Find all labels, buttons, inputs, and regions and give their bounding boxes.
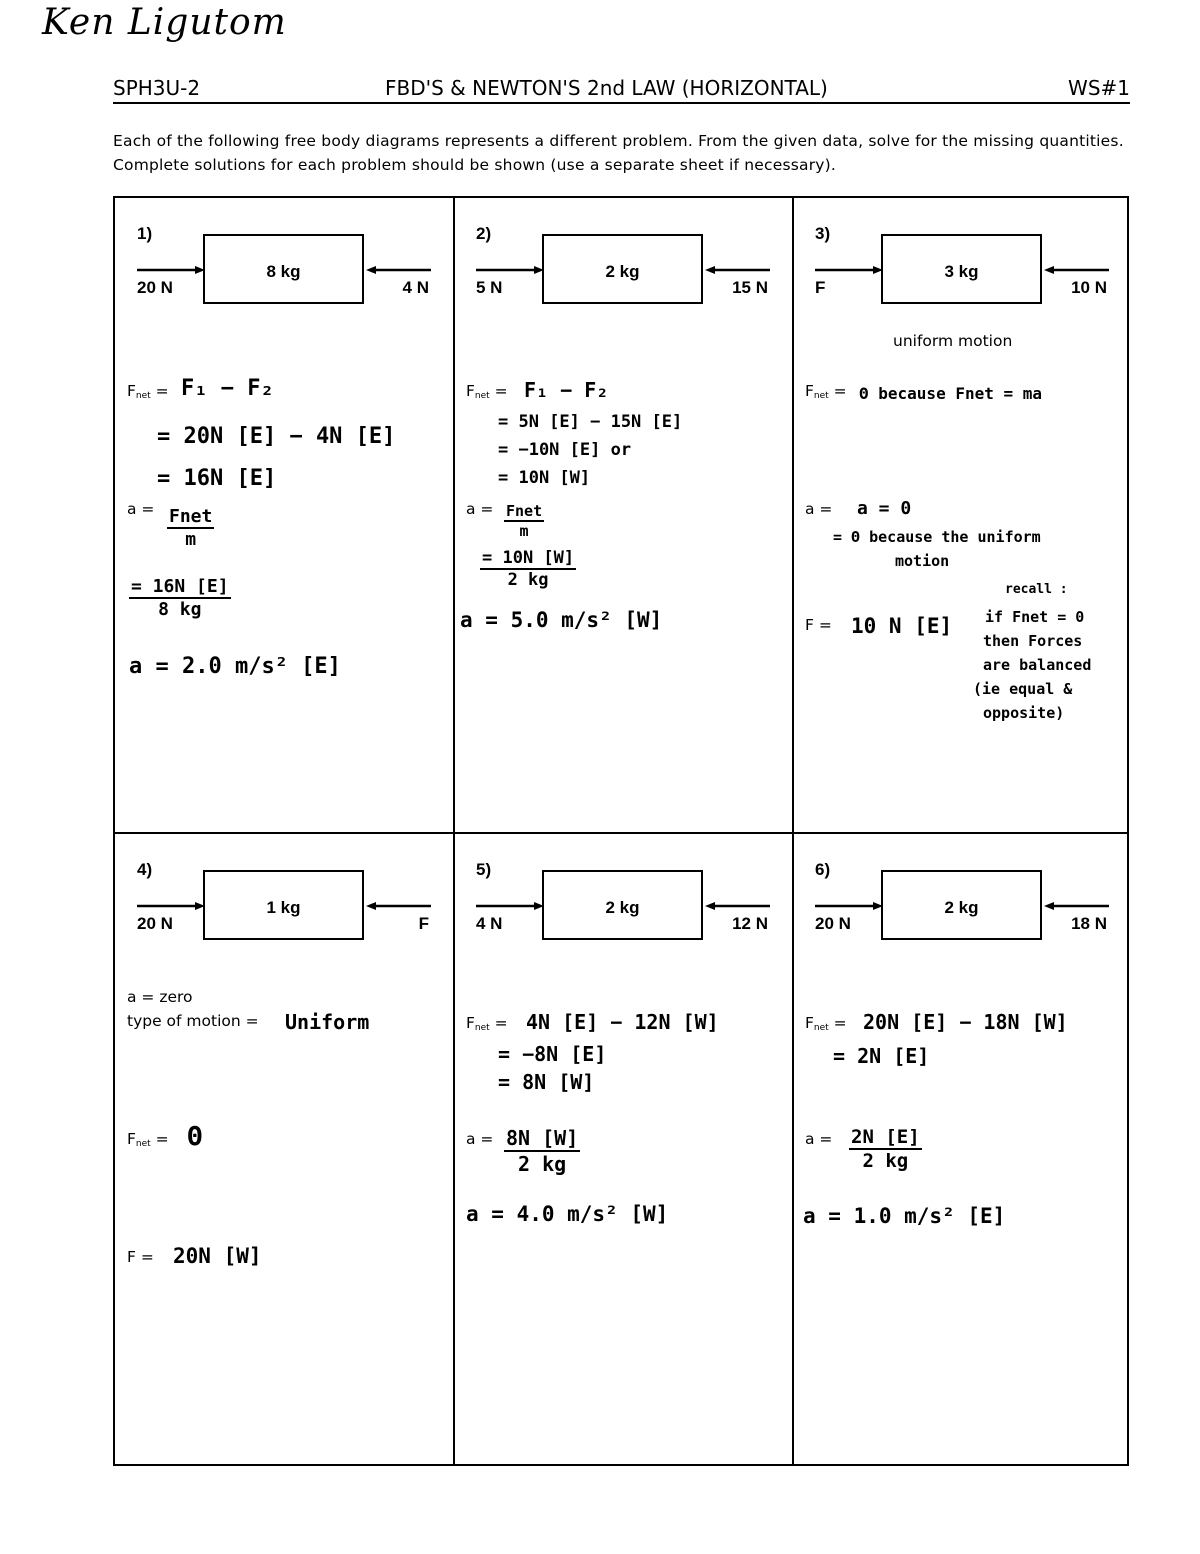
problem-number: 6) <box>815 860 831 879</box>
left-force-label: 5 N <box>476 278 503 297</box>
fnet-label: $F_{net}$ = <box>127 382 169 401</box>
handwritten-work: a = 0 <box>857 498 912 519</box>
handwritten-fraction: $\frac{= 10N [W]}{2 kg}$ <box>482 548 575 590</box>
fnet-label: $F_{net}$ = <box>805 382 847 401</box>
handwritten-fraction: Fnet m <box>506 502 543 540</box>
problem-grid <box>113 196 1129 1466</box>
problem-number: 1) <box>137 224 153 243</box>
handwritten-work: = 2N [E] <box>833 1044 930 1068</box>
problem-1 <box>115 198 453 832</box>
handwritten-answer: 20N [W] <box>173 1244 262 1268</box>
problem-number: 5) <box>476 860 492 879</box>
right-force-label: 15 N <box>732 278 768 297</box>
mass-label: 2 kg <box>944 898 979 917</box>
worksheet-header <box>113 76 1130 104</box>
problem-3 <box>793 198 1131 832</box>
handwritten-answer: a = 2.0 m/s² [E] <box>129 654 341 679</box>
handwritten-work: = 5N [E] − 15N [E] <box>498 412 683 432</box>
fnet-label: $F_{net}$ = <box>466 1014 508 1033</box>
handwritten-work: 20N [E] − 18N [W] <box>863 1010 1068 1034</box>
handwritten-note: opposite) <box>983 704 1065 722</box>
handwritten-work: = −10N [E] or <box>498 440 632 460</box>
given-condition: uniform motion <box>893 332 1013 350</box>
type-of-motion-label: type of motion = <box>127 1012 259 1030</box>
handwritten-answer: a = 4.0 m/s² [W] <box>466 1202 669 1226</box>
handwritten-note: then Forces <box>983 632 1083 650</box>
a-label: a = <box>466 1130 494 1148</box>
problem-4 <box>115 834 453 1468</box>
mass-label: 2 kg <box>605 898 640 917</box>
handwritten-fraction: Fnet m <box>169 506 213 550</box>
problem-5 <box>454 834 792 1468</box>
worksheet-title: FBD'S & NEWTON'S 2nd LAW (HORIZONTAL) <box>385 76 828 100</box>
handwritten-note: if Fnet = 0 <box>985 608 1085 626</box>
problem-number: 2) <box>476 224 492 243</box>
a-label: a = <box>805 1130 833 1148</box>
handwritten-work: = 16N [E] <box>157 466 277 491</box>
handwritten-work: = 20N [E] − 4N [E] <box>157 424 396 449</box>
handwritten-work: F₁ − F₂ <box>181 376 274 401</box>
handwritten-answer: a = 1.0 m/s² [E] <box>803 1204 1006 1228</box>
fnet-label: $F_{net}$ = <box>466 382 508 401</box>
course-code: SPH3U-2 <box>113 76 201 100</box>
handwritten-work: F₁ − F₂ <box>524 378 609 402</box>
right-force-label: 4 N <box>402 278 429 297</box>
right-force-label: 12 N <box>732 914 768 933</box>
right-force-label: 10 N <box>1071 278 1107 297</box>
handwritten-answer: 10 N [E] <box>851 614 953 638</box>
problem-number: 3) <box>815 224 831 243</box>
problem-number: 4) <box>137 860 153 879</box>
instructions: Each of the following free body diagrams represents a different problem. From the given data, solve for the missing quantities. Complete solutions for each problem should be shown (use a separate sheet if necessary). <box>113 132 1124 174</box>
mass-label: 8 kg <box>266 262 301 281</box>
handwritten-work: = 10N [W] <box>498 468 591 488</box>
handwritten-work: Θ because Fnet = ma <box>859 384 1043 403</box>
fnet-label: $F_{net}$ = <box>805 1014 847 1033</box>
handwritten-work: motion <box>895 552 950 570</box>
handwritten-work: = −8N [E] <box>498 1042 607 1066</box>
handwritten-fraction: $\frac{8N [W]}{2 kg}$ <box>506 1126 579 1176</box>
fnet-label: $F_{net}$ = <box>127 1130 169 1149</box>
left-force-label: 4 N <box>476 914 503 933</box>
mass-label: 1 kg <box>266 898 301 917</box>
handwritten-note: (ie equal & <box>973 680 1073 698</box>
right-force-label: F <box>418 914 429 933</box>
a-label: a = <box>127 500 155 518</box>
mass-label: 3 kg <box>944 262 979 281</box>
handwritten-note: recall : <box>1005 582 1068 597</box>
a-zero-label: a = zero <box>127 988 193 1006</box>
handwritten-work: 4N [E] − 12N [W] <box>526 1010 719 1034</box>
handwritten-answer: Uniform <box>285 1010 370 1034</box>
a-label: a = <box>805 500 833 518</box>
left-force-label: 20 N <box>137 278 173 297</box>
handwritten-note: are balanced <box>983 656 1092 674</box>
handwritten-work: = Θ because the uniform <box>833 528 1041 546</box>
f-label: F = <box>127 1248 154 1266</box>
handwritten-fraction: $\frac{= 16N [E]}{8 kg}$ <box>131 576 229 620</box>
left-force-label: 20 N <box>137 914 173 933</box>
mass-label: 2 kg <box>605 262 640 281</box>
left-force-label: F <box>815 278 826 297</box>
handwritten-work: = 8N [W] <box>498 1070 595 1094</box>
handwritten-answer: a = 5.0 m/s² [W] <box>460 608 663 632</box>
a-label: a = <box>466 500 494 518</box>
problem-2 <box>454 198 792 832</box>
f-label: F = <box>805 616 832 634</box>
handwritten-answer: Θ <box>187 1122 203 1152</box>
left-force-label: 20 N <box>815 914 851 933</box>
problem-6 <box>793 834 1131 1468</box>
right-force-label: 18 N <box>1071 914 1107 933</box>
handwritten-fraction: $\frac{2N [E]}{2 kg}$ <box>851 1126 920 1172</box>
worksheet-number: WS#1 <box>1068 76 1130 100</box>
student-name: Ken Ligutom <box>42 2 287 43</box>
